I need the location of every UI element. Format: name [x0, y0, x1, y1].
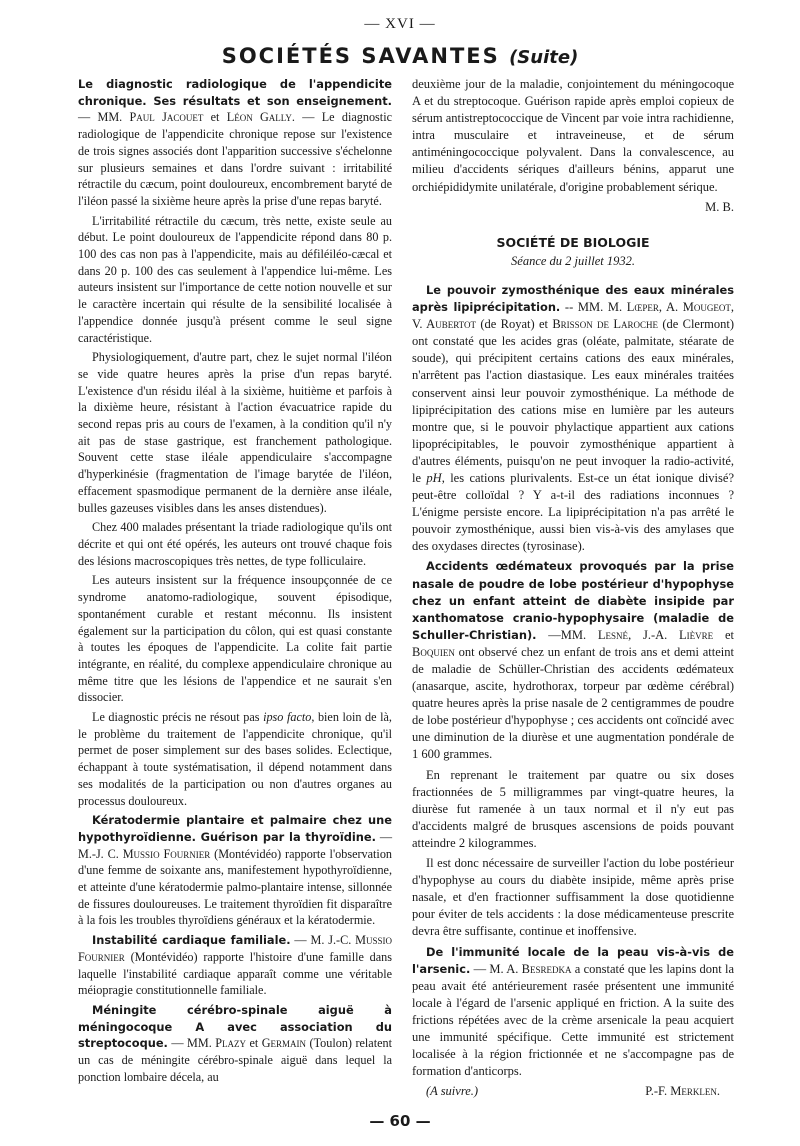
article-conjunction: et — [713, 627, 734, 642]
article-title: Instabilité cardiaque familiale. — [92, 933, 291, 948]
paragraph: Il est donc nécessaire de surveiller l'action du lobe postérieur d'hypophyse au cours du diabète insipide, même après prise nasale, et d'en fractionner suffisamment la dose quotidienne pour éviter de tels accidents : la dose médicamenteuse prescrite devra être suffisante, continue et inoffensive. — [412, 856, 734, 939]
paragraph-text: Le diagnostic précis ne résout pas — [92, 710, 264, 725]
article-meningite-continued: deuxième jour de la maladie, conjointement du méningocoque A et du streptocoque. Guérison rapide après emploi copieux de sérum antistreptococcique de Vincent par voie intra rachidienne, intra musculaire et intraveineuse, et de sérum antiméningococcique polyvalent. Dans la convalescence, au milieu d'accidents sériques d'ailleurs bénins, apparut une orchiépididymite unilatérale, d'origine probablement sérique. — [412, 77, 734, 194]
author-name: Lièvre — [679, 627, 714, 642]
article-title: Méningite cérébro-spinale aiguë à méningocoque A avec association du streptocoque. — [78, 1002, 392, 1051]
author-name: Besredka — [521, 961, 572, 976]
author-name: Léon Gally — [226, 110, 292, 125]
paragraph: Physiologiquement, d'autre part, chez le sujet normal l'iléon se vide quatre heures après la prise d'un repas baryté. L'existence d'un résidu iléal à la sixième, huitième et parfois à la dixième heure, résistant à l'action évacuatrice rapide du second repas pris au cours de l'examen, à la condition qu'il n'y ait pas de stase gastrique, est franchement pathologique. Souvent cette stase iléale appendiculaire s'accompagne d'hyperkinésie (fragmentation de l'image barytée de l'iléon, effacement spasmodique permanent de la dernière anse iléale, bulles gazeuses visibles dans les anses distendues). — [78, 350, 392, 515]
author-name: Mussio Fournier — [78, 933, 392, 964]
society-title: SOCIÉTÉ DE BIOLOGIE — [496, 234, 650, 250]
article-arsenic — [412, 944, 734, 1081]
page-title-suite: (Suite) — [509, 47, 579, 68]
article-dash: — M. A. — [470, 961, 522, 976]
author-name: Brisson de Laroche — [552, 317, 658, 332]
article-dash: — MM. — [167, 1036, 216, 1051]
article-instabilite — [78, 932, 392, 999]
page-number: — 60 — — [369, 1112, 431, 1130]
article-text: (Toulon) relatent un cas de méningite cérébro-spinale aiguë dans lequel la ponction lombaire décela, au — [78, 1036, 392, 1084]
article-text: (de Clermont) ont constaté que les acides gras (oléate, palmitate, stéarate de soude), qui précipitent certains cations des eaux minérales, n'arrêtent pas l'action diastasique. Les eaux minérales traitées conservent ainsi leur pouvoir zymosthénique. La méthode de lipiprécipitation des cations mise en lumière par les auteurs montre que, si le pouvoir phylactique appartient aux cations lipoprécipitables, le pouvoir zymosthénique appartient à d'autres éléments, puisqu'on ne peut invoquer la radio-activité, le — [412, 317, 734, 485]
footer-signature — [645, 1083, 720, 1100]
signature-initials: P.-F. — [645, 1084, 671, 1099]
article-text: a constaté que les lapins dont la peau avait été antérieurement rasée présentent une immunité locale à l'égard de l'arsenic appliqué en friction. A la suite des frictions répétées avec de la crème arsenicale la peau acquiert une immunité spécifique. Cette immunité est strictement localisée à la région frictionnée et ne s'accompagne pas de formation d'anticorps. — [412, 961, 735, 1079]
article-text: (Montévidéo) rapporte l'observation d'une femme de soixante ans, manifestement hypothyroïdienne, et atteinte d'une kératodermie palmo-plantaire intense, sillonnée de fissures douloureuses. Le traitement thyroïdien fit disparaître à la fois les troubles thyroïdiens généraux et la kératodermie. — [78, 846, 393, 928]
signature-name: Merklen. — [670, 1084, 720, 1099]
column-footer — [412, 1083, 734, 1100]
article-meningite — [78, 1002, 392, 1086]
author-name: Germain — [261, 1036, 307, 1051]
author-name: Lesné — [597, 627, 629, 642]
article-dash: — MM. — [78, 110, 130, 125]
article-text: , J.-A. — [628, 627, 680, 642]
article-title: Accidents œdémateux provoqués par la prise nasale de poudre de lobe postérieur d'hypophyse chez un enfant atteint de diabète insipide par xanthomatose cranio-hypophysaire (maladie de Schuller-Christian). — [412, 559, 734, 642]
paragraph-text: , bien loin de là, le problème du traitement de l'appendicite chronique, qu'il permet de poser simplement sur des bases solides. Eclectique, échappant à toute systématisation, il dépend notamment dans ses modalités de la participation ou non d'autres organes au processus douloureux. — [78, 710, 392, 808]
author-name: Boquien — [412, 644, 455, 659]
article-title: Kératodermie plantaire et palmaire chez une hypothyroïdienne. Guérison par la thyroïdine. — [78, 813, 392, 844]
article-zymosthenique — [412, 282, 734, 556]
author-name: Paul Jacouet — [129, 110, 204, 125]
article-text: (de Royat) et — [476, 317, 553, 332]
author-name: Mussio Fournier — [122, 846, 211, 861]
paragraph: En reprenant le traitement par quatre ou six doses fractionnées de 5 milligrammes par vingt-quatre heures, la diurèse fut ramenée à un taux normal et il n'y eut pas d'accidents malgré de brusques ascensions de poids pouvant atteindre 2 kilogrammes. — [412, 767, 734, 850]
ph-term: pH — [426, 470, 442, 485]
article-signature: M. B. — [705, 199, 734, 214]
article-text: ont observé chez un enfant de trois ans et demi atteint de maladie de Schüller-Christian des accidents œdémateux (anasarque, ascite, hydrothorax, torpeur par œdème cérébral) quatre heures après la prise nasale de 2 centigrammes de poudre de lobe postérieur d'hypophyse ; ces accidents ont coïncidé avec une diminution de la diurèse et une augmentation pondérale de 1 600 grammes. — [412, 644, 734, 762]
article-conjunction: et — [203, 110, 227, 125]
article-keratodermie — [78, 812, 392, 929]
article-text: . — Le diagnostic radiologique de l'appendicite chronique repose sur l'existence de trois signes associés dont l'apparition successive s'échelonne sur plusieurs semaines et dans l'ordre suivant : irritabilité rétractile du cæcum, point douloureux, encombrement baryté de l'iléon passé la sixième heure après la prise d'une repas baryté. — [78, 110, 392, 208]
article-conjunction: et — [246, 1036, 262, 1051]
to-be-continued: (A suivre.) — [426, 1084, 479, 1099]
paragraph — [78, 709, 392, 809]
page-roman-numeral: — XVI — — [364, 16, 436, 32]
paragraph: Chez 400 malades présentant la triade radiologique qu'ils ont décrite et qui ont été opérés, les auteurs ont trouvé chaque fois des lésions macroscopiques très nettes, de type folliculaire. — [78, 520, 392, 568]
author-name: Plazy — [215, 1036, 246, 1051]
paragraph: L'irritabilité rétractile du cæcum, très nette, existe seule au début. Le point douloureux de l'appendicite répond dans 80 p. 100 des cas non pas à l'appendicite, mais au défiléiléo-cæcal et dans 20 p. 100 des cas seulement à l'appendice lui-même. Les auteurs insistent sur l'importance de cette notion nouvelle et sur le caractère incertain qui résulte de la sensibilité localisée à l'appendice donnée jusqu'à présent comme le seul signe caractéristique. — [78, 213, 392, 345]
page-title-main: SOCIÉTÉS SAVANTES — [221, 44, 500, 68]
article-appendicite — [78, 76, 392, 210]
author-names: Lœper, A. Mougeot, V. Aubertot — [412, 300, 734, 332]
article-dash: — M. J.-C. — [290, 933, 356, 948]
article-oedemateux — [412, 558, 734, 763]
article-dash: —MM. — [536, 627, 598, 642]
article-title: Le pouvoir zymosthénique des eaux minérales après lipiprécipitation. — [412, 282, 734, 315]
page-title — [0, 44, 800, 68]
article-text: (Montévidéo) rapporte l'histoire d'une famille dans laquelle l'instabilité cardiaque apparaît comme une véritable méiopragie constitutionnelle familiale. — [78, 949, 392, 998]
latin-phrase: ipso facto — [263, 710, 312, 725]
session-date: Séance du 2 juillet 1932. — [511, 253, 635, 268]
article-title: De l'immunité locale de la peau vis-à-vis de l'arsenic. — [412, 944, 734, 976]
article-title: Le diagnostic radiologique de l'appendicite chronique. Ses résultats et son enseignement. — [78, 77, 392, 108]
paragraph: Les auteurs insistent sur la fréquence insoupçonnée de ce syndrome anatomo-radiologique, souvent épisodique, spontanément curable et restant méconnu. Ils insistent également sur la participation du côlon, qui est quasi constante à toutes les époques de l'appendicite. La colite fait partie intégrante, en réalité, du complexe appendiculaire chronique au même titre que les lésions de l'appendice et ne saurait s'en dissocier. — [78, 573, 392, 705]
article-dash: — M.-J. C. — [78, 829, 392, 861]
left-column — [78, 76, 392, 1088]
right-column — [412, 76, 734, 1100]
article-text: , les cations plurivalents. Est-ce un état ionique divisé? peut-être colloïdal ? Y a-t-il des radiations inconnues ? L'énigme persiste encore. La lipiprécipitation n'a pas arrêté le pouvoir zymosthénique, aussi bien vis-à-vis des amylases que des oxydases directes (tyrosinase). — [412, 470, 734, 554]
article-dash: -- MM. M. — [560, 300, 627, 315]
